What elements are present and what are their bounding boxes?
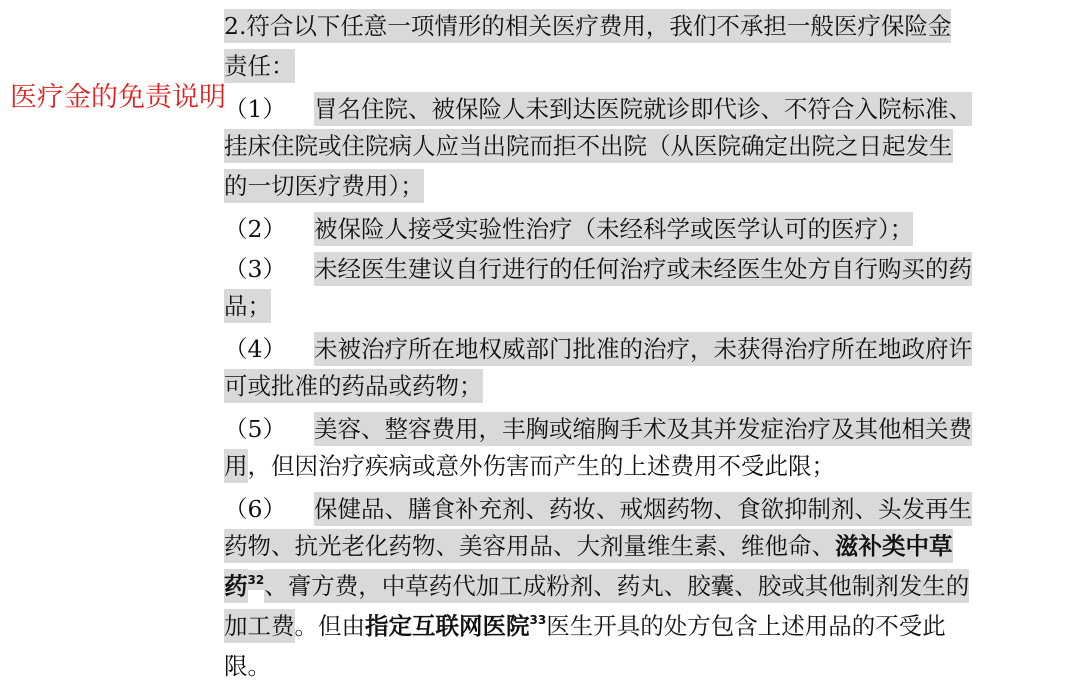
list-item-6-cont: 限。 — [224, 652, 271, 680]
intro-line: 责任： — [224, 46, 1070, 86]
list-item-6-cont: 药$^{32}$、膏方费，中草药代加工成粉剂、药丸、胶囊、胶或其他制剂发生的 — [224, 566, 1070, 606]
intro-line: 2.符合以下任意一项情形的相关医疗费用，我们不承担一般医疗保险金 — [224, 6, 1070, 46]
list-item-5: （5） 美容、整容费用，丰胸或缩胸手术及其并发症治疗及其他相关费 — [224, 406, 1070, 446]
document-body — [224, 6, 1070, 686]
item-number: （2） — [224, 215, 286, 243]
item-number: （5） — [224, 415, 286, 443]
list-item-1: （1） 冒名住院、被保险人未到达医院就诊即代诊、不符合入院标准、 — [224, 86, 1070, 126]
item-number: （6） — [224, 495, 286, 523]
list-item-6-cont: 加工费。但由指定互联网医院$^{33}$医生开具的处方包含上述用品的不受此 — [224, 606, 1070, 646]
list-item-3-cont: 品； — [224, 286, 1070, 326]
list-item-1-cont: 的一切医疗费用）； — [224, 166, 1070, 206]
footnote-ref: 33 — [529, 613, 547, 627]
item-number: （3） — [224, 255, 286, 283]
list-item-4: （4） 未被治疗所在地权威部门批准的治疗，未获得治疗所在地政府许 — [224, 326, 1070, 366]
bold-term: 指定互联网医院 — [365, 612, 530, 640]
list-item-2: （2） 被保险人接受实验性治疗（未经科学或医学认可的医疗）； — [224, 206, 1070, 246]
footnote-ref: 32 — [248, 570, 265, 590]
bold-term: 滋补类中草 — [835, 529, 953, 563]
item-number: （1） — [224, 95, 286, 123]
list-item-6-cont: 药物、抗光老化药物、美容用品、大剂量维生素、维他命、滋补类中草 — [224, 526, 1070, 566]
red-annotation-label: 医疗金的免责说明 — [10, 82, 226, 113]
list-item-5-cont: 用，但因治疗疾病或意外伤害而产生的上述费用不受此限； — [224, 446, 1070, 486]
list-item-1-cont: 挂床住院或住院病人应当出院而拒不出院（从医院确定出院之日起发生 — [224, 126, 1070, 166]
list-item-3: （3） 未经医生建议自行进行的任何治疗或未经医生处方自行购买的药 — [224, 246, 1070, 286]
item-number: （4） — [224, 335, 286, 363]
bold-term: 药 — [224, 569, 248, 603]
list-item-6: （6） 保健品、膳食补充剂、药妆、戒烟药物、食欲抑制剂、头发再生 — [224, 486, 1070, 526]
list-item-4-cont: 可或批准的药品或药物； — [224, 366, 1070, 406]
